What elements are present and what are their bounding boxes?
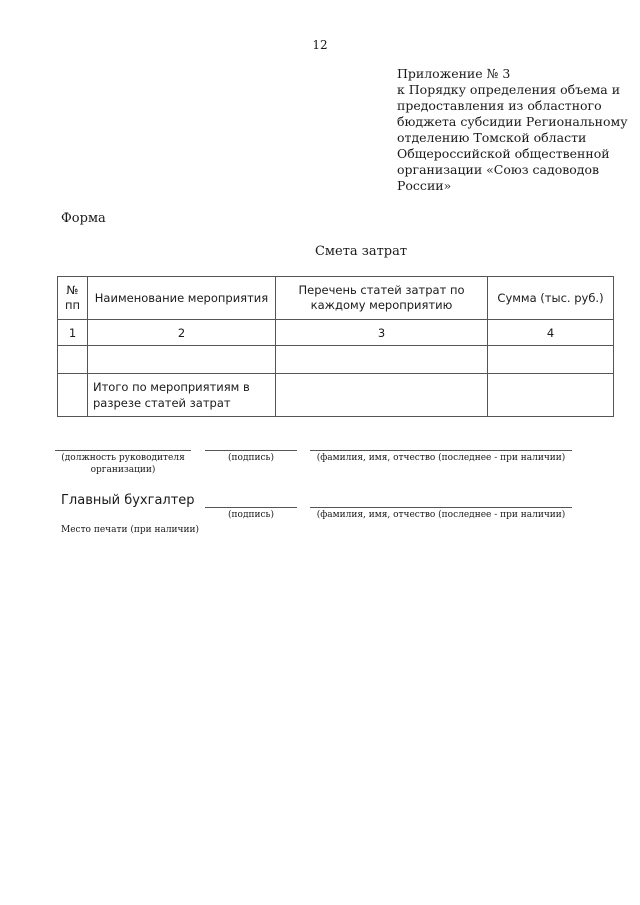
position-caption: (должность руководителя организации): [61, 453, 185, 475]
chief-accountant-label: Главный бухгалтер: [61, 493, 195, 508]
table-row: [58, 346, 614, 374]
name-caption: (фамилия, имя, отчество (последнее - при наличии): [316, 453, 566, 463]
position-line: [55, 450, 191, 451]
signature-line: [205, 450, 297, 451]
signature-line: [205, 507, 297, 508]
form-label: Форма: [61, 211, 106, 226]
empty-cell: [276, 374, 488, 417]
header-items: Перечень статей затрат по каждому мероприятию: [276, 277, 488, 320]
appendix-line: предоставления из областного: [397, 98, 602, 113]
empty-cell: [488, 374, 614, 417]
total-label: Итого по мероприятиям в разрезе статей затрат: [88, 374, 276, 417]
total-row: [58, 374, 614, 417]
appendix-line: России»: [397, 178, 452, 193]
empty-cell: [58, 374, 88, 417]
document-title: Смета затрат: [314, 244, 408, 259]
table-header-row: [58, 277, 614, 320]
column-number: 4: [488, 320, 614, 346]
header-event: Наименование мероприятия: [88, 277, 276, 320]
page-number: 12: [312, 38, 328, 52]
column-number: 3: [276, 320, 488, 346]
appendix-line: отделению Томской области: [397, 130, 587, 145]
appendix-line: организации «Союз садоводов: [397, 162, 600, 177]
column-number: 2: [88, 320, 276, 346]
appendix-line: бюджета субсидии Региональному: [397, 114, 628, 129]
empty-cell: [88, 346, 276, 374]
signature-caption: (подпись): [228, 510, 274, 520]
header-sum: Сумма (тыс. руб.): [488, 277, 614, 320]
name-line: [310, 507, 572, 508]
seal-place-label: Место печати (при наличии): [61, 525, 199, 535]
column-number-row: [58, 320, 614, 346]
column-number: 1: [58, 320, 88, 346]
appendix-line: к Порядку определения объема и: [397, 82, 621, 97]
signature-caption: (подпись): [228, 453, 274, 463]
appendix-line: Общероссийской общественной: [397, 146, 610, 161]
appendix-header: [397, 66, 628, 194]
cost-estimate-table: [57, 276, 614, 417]
appendix-line: Приложение № 3: [397, 66, 511, 81]
empty-cell: [276, 346, 488, 374]
name-line: [310, 450, 572, 451]
name-caption: (фамилия, имя, отчество (последнее - при наличии): [316, 510, 566, 520]
empty-cell: [58, 346, 88, 374]
header-num: № пп: [58, 277, 88, 320]
empty-cell: [488, 346, 614, 374]
